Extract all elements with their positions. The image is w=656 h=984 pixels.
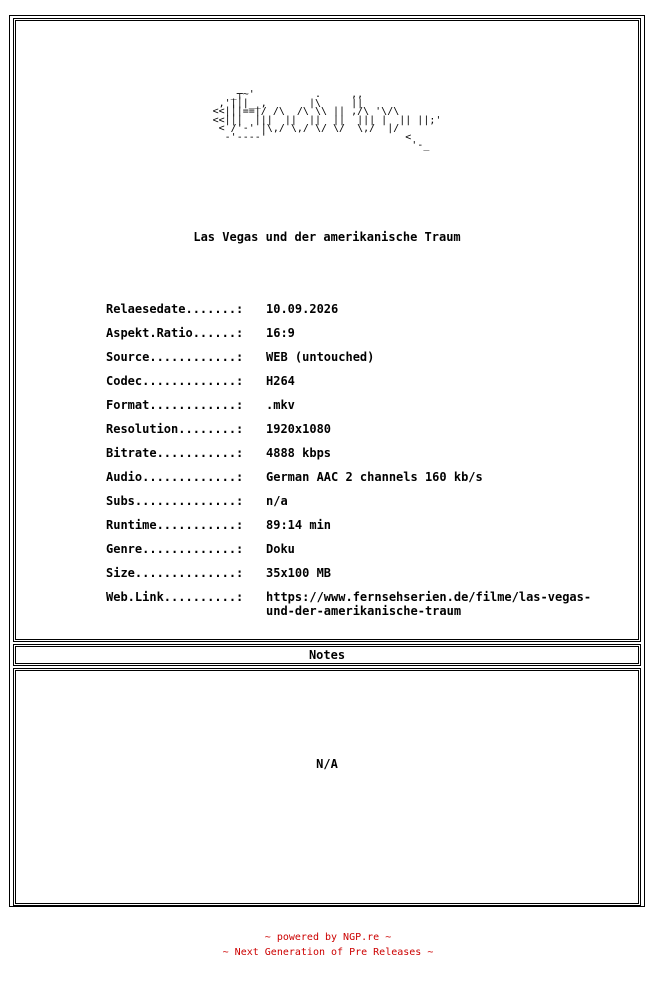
detail-row-format <box>106 398 626 422</box>
notes-title: Notes <box>308 648 346 662</box>
footer-powered-by: ~ powered by NGP.re ~ <box>264 932 392 943</box>
detail-label: Genre.............: <box>106 542 244 556</box>
detail-value: 35x100 MB <box>266 566 332 580</box>
detail-value: .mkv <box>266 398 295 412</box>
footer-tagline: ~ Next Generation of Pre Releases ~ <box>222 947 434 958</box>
detail-label: Resolution........: <box>106 422 244 436</box>
detail-row-releasedate <box>106 302 626 326</box>
ascii-logo-art: _┬~' . ,, ,'|│|__, |\ || <<|│|==|/ /\ /\ \\ || ,/\ '\/\ <<|│| ||| || || || ||| | || ||;' < /'-' |\,/ \,/ \/ \/ \,/ |/ -'----' < '-_ <box>212 89 442 151</box>
detail-label: Web.Link..........: <box>106 590 244 604</box>
release-details <box>106 302 626 618</box>
detail-row-bitrate <box>106 446 626 470</box>
detail-row-genre <box>106 542 626 566</box>
detail-value: Doku <box>266 542 295 556</box>
detail-row-resolution <box>106 422 626 446</box>
detail-row-runtime <box>106 518 626 542</box>
detail-label: Codec.............: <box>106 374 244 388</box>
detail-value: 89:14 min <box>266 518 332 532</box>
detail-value: n/a <box>266 494 288 508</box>
web-link[interactable]: https://www.fernsehserien.de/filme/las-vegas-und-der-amerikanische-traum <box>266 590 592 618</box>
detail-label: Format............: <box>106 398 244 412</box>
detail-label: Source............: <box>106 350 244 364</box>
nfo-frame <box>9 15 645 907</box>
detail-label: Bitrate...........: <box>106 446 244 460</box>
notes-text: N/A <box>316 757 338 771</box>
detail-label: Runtime...........: <box>106 518 244 532</box>
detail-row-subs <box>106 494 626 518</box>
detail-value: WEB (untouched) <box>266 350 375 364</box>
detail-row-aspect-ratio <box>106 326 626 350</box>
release-title: Las Vegas und der amerikanische Traum <box>193 230 461 244</box>
detail-value: H264 <box>266 374 295 388</box>
detail-value: 16:9 <box>266 326 295 340</box>
detail-value: German AAC 2 channels 160 kb/s <box>266 470 483 484</box>
detail-row-web-link <box>106 590 626 618</box>
detail-value: 10.09.2026 <box>266 302 339 316</box>
release-info-panel <box>13 18 641 642</box>
detail-row-source <box>106 350 626 374</box>
detail-label: Subs..............: <box>106 494 244 508</box>
detail-row-size <box>106 566 626 590</box>
detail-label: Audio.............: <box>106 470 244 484</box>
detail-label: Size..............: <box>106 566 244 580</box>
detail-label: Aspekt.Ratio......: <box>106 326 244 340</box>
ascii-logo <box>16 91 638 152</box>
detail-label: Relaesedate.......: <box>106 302 244 316</box>
detail-row-audio <box>106 470 626 494</box>
detail-value: 1920x1080 <box>266 422 332 436</box>
notes-header <box>13 644 641 666</box>
detail-row-codec <box>106 374 626 398</box>
detail-value: 4888 kbps <box>266 446 332 460</box>
notes-panel <box>13 668 641 906</box>
